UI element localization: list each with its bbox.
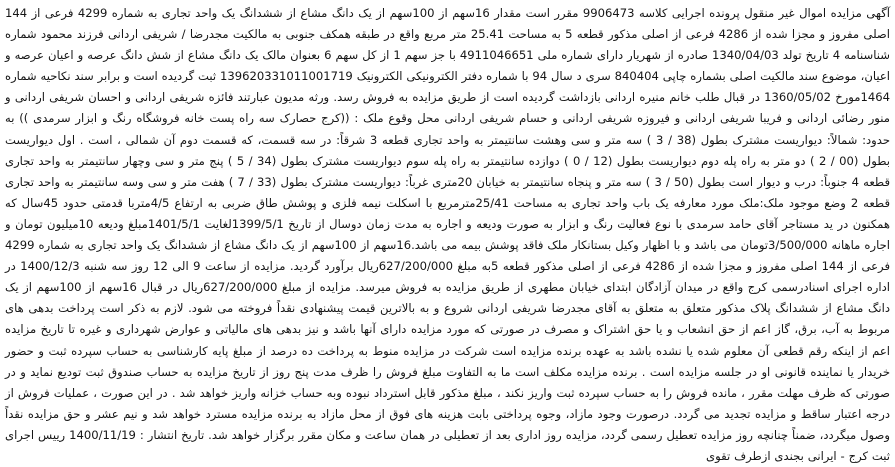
auction-notice-text: آگهی مزایده اموال غیر منقول پرونده اجرایی کلاسه 9906473 مقرر است مقدار 16سهم از 100سهم از یک دانگ مشاع از ششدانگ یک واحد تجاری به شماره 4299 فرعی از 144 اصلی مفروز و مجزا شده از 4286 فرعی از اصلی مذکور قطعه 5 به مساحت 25.41 متر مربع واقع در طبقه همکف جنوبی به مالکیت مجدرضا / شریفی اردانی فرزند محمود شماره شناسنامه 4 تاریخ تولد 1340/04/03 صادره از شهریار دارای شماره ملی 4911046651 با جز سهم 1 از کل سهم 6 بعنوان مالک یک دانگ مشاع از شش دانگ عرصه و اعیان عرصه و اعیان، موضوع سند مالکیت اصلی بشماره چاپی 840404 سری د سال 94 با شماره دفتر الکترونیکی الکترونیک 139620331011001719 ثبت گردیده است و برابر سند نکاحیه شماره 1464مورخ 1360/05/02 در قبال طلب خانم منیره اردانی بازداشت گردیده است از طریق مزایده به فروش رسد. ورثه مدیون عبارتند فائزه شریفی اردانی و احسان شریفی اردانی و منور رضائی اردانی و فریبا شریفی اردانی و فیروزه شریفی اردانی و حسام شریفی اردانی محل وقوع ملک : ((کرج حصارک سه راه پست خانه فروشگاه رنگ و ابزار سرمدی )) به حدود: شمالاً: دیواریست مشترک بطول (38 / 3 ) سه متر و سی وهشت سانتیمتر به واحد تجاری قطعه 3 شرقاً: در سه قسمت، که قسمت دوم آن شمالی ، است . اول دیواریست بطول (00 / 2 ) دو متر به راه پله دوم دیواریست بطول (12 / 0 ) دوازده سانتیمتر به راه پله سوم دیواریست مشترک بطول (34 / 5 ) پنج متر و سی وچهار سانتیمتر به واحد تجاری قطعه 4 جنوباً: درب و دیوار است بطول (50 / 3 ) سه متر و پنجاه سانتیمتر به خیابان 20متری غرباً: دیواریست مشترک بطول (33 / 7 ) هفت متر و سی وسه سانتیمتر به واحد تجاری قطعه 2 وضع موجود ملک:ملک مورد معارفه یک باب واحد تجاری به مساحت 25/41مترمربع با اسکلت نیمه فلزی و پوشش طاق ضربی به ارتفاع 4/5متربا قدمتی حدود 45سال که همکنون در ید مستاجر آقای حامد سرمدی با نوع فعالیت رنگ و ابزار به صورت ودیعه و اجاره به مدت زمان دوسال از تاریخ 1399/5/1لغایت 1401/5/1مبلغ ودیعه 10میلیون تومان و اجاره ماهانه 3/500/000تومان می باشد و با اظهار وکیل بستانکار ملک فاقد پوشش بیمه می باشد.16سهم از 100سهم از یک دانگ مشاع از ششدانگ یک واحد تجاری به شماره 4299 فرعی از 144 اصلی مفروز و مجزا شده از 4286 فرعی از اصلی مذکور قطعه 5به مبلغ 627/200/000ریال برآورد گردید. مزایده از ساعت 9 الی 12 روز سه شنبه 1400/12/3 در اداره اجرای اسنادرسمی کرج واقع در میدان آزادگان ابتدای خیابان مطهری از طریق مزایده به فروش میرسد. مزایده از مبلغ 627/200/000ریال در قبال 16سهم از 100سهم از یک دانگ مشاع از ششدانگ پلاک مذکور متعلق به متعلق به آقای مجدرضا شریفی اردانی شروع و به بالاترین قیمت پیشنهادی نقداً فروخته می شود. لازم به ذکر است پرداخت بدهی های مربوط به آب، برق، گاز اعم از حق انشعاب و یا حق اشتراک و مصرف در صورتی که مورد مزایده دارای آنها باشد و نیز بدهی های مالیاتی و عوارض شهرداری و غیره تا تاریخ مزایده اعم از اینکه رقم قطعی آن معلوم شده یا نشده باشد به عهده برنده مزایده است شرکت در مزایده منوط به پرداخت ده درصد از مبلغ پایه کارشناسی به حساب سپرده ثبت و حضور خریدار یا نماینده قانونی او در جلسه مزایده است . برنده مزایده مکلف است ما به التفاوت مبلغ فروش را ظرف مدت پنج روز از تاریخ مزایده به حساب صندوق ثبت تودیع نماید و در صورتی که ظرف مهلت مقرر ، مانده فروش را به حساب سپرده ثبت واریز نکند ، مبلغ مذکور قابل استرداد نبوده وبه حساب خزانه واریز خواهد شد . در این صورت ، عملیات فروش از درجه اعتبار ساقط و مزایده تجدید می گردد. درصورت وجود مازاد، وجوه پرداختی بابت هزینه های فوق از محل مازاد به برنده مزایده مسترد خواهد شد و نیم عشر و حق مزایده نقداً وصول میگردد، ضمناً چنانچه روز مزایده تعطیل رسمی گردد، مزایده روز اداری بعد از تعطیلی در همان ساعت و مکان مقرر برگزار خواهد شد. تاریخ انتشار : 1400/11/19 رییس اجرای ثبت کرج - ایرانی بجندی ازطرف تقوی (5, 6, 891, 463)
